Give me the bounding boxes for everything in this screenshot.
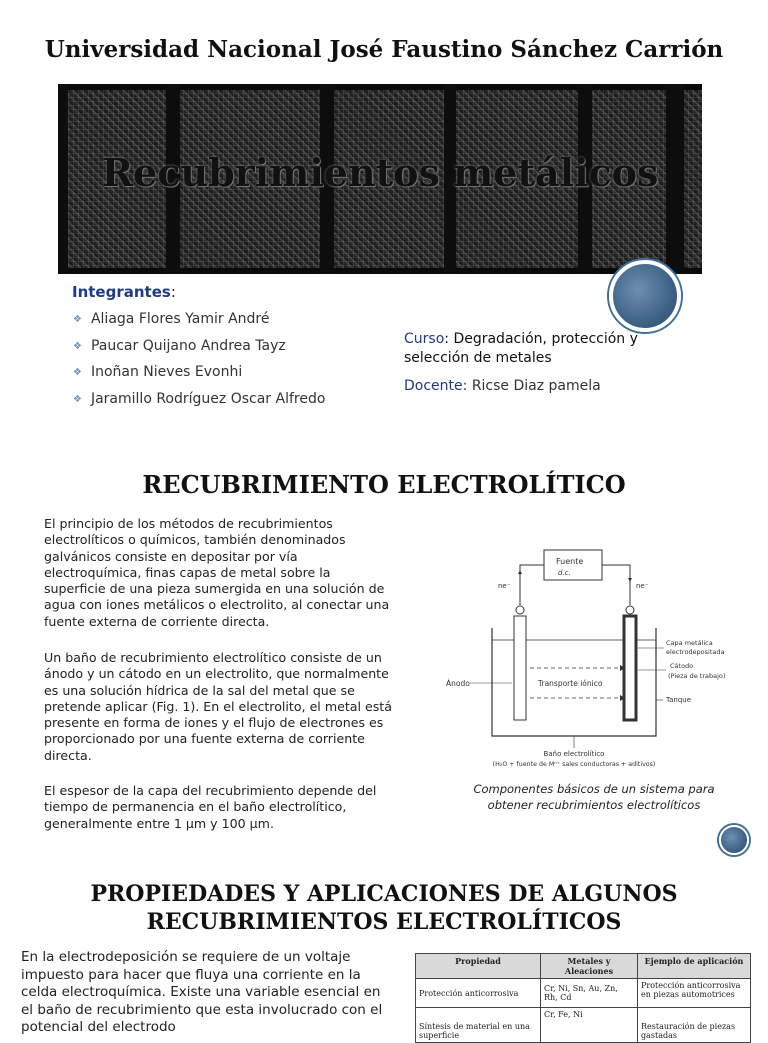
- table-row: [416, 1008, 751, 1043]
- electron-arrow-right: [628, 578, 632, 582]
- cathode-terminal: [626, 606, 634, 614]
- member-item: [73, 311, 269, 327]
- electron-label-right: ne⁻: [636, 582, 649, 590]
- bath-label-1: Baño electrolítico: [543, 750, 605, 758]
- paragraph-principle: El principio de los métodos de recubrimientos electrolíticos o químicos, también denominados galvánicos consiste en depositar por vía electroquímica, finas capas de metal sobre la superficie de una pieza sumergida en una solución de agua con iones metálicos o electrolito, al conectar una fuente externa de corriente directa.: [44, 516, 390, 629]
- member-name: Jaramillo Rodríguez Oscar Alfredo: [90, 391, 326, 407]
- member-name: Aliaga Flores Yamir André: [90, 311, 270, 327]
- bath-label-2: (H₂O + fuente de Mⁿ⁺ sales conductoras + aditivos): [492, 761, 656, 768]
- paragraph-thickness: El espesor de la capa del recubrimiento depende del tiempo de permanencia en el baño electrolítico, generalmente entre 1 µm y 100 µm.: [44, 783, 377, 831]
- table-cell: Síntesis de material en una superficie: [416, 1008, 541, 1043]
- table-header: Propiedad: [416, 954, 541, 979]
- table-cell: Restauración de piezas gastadas: [638, 1008, 751, 1043]
- layer-label-1: Capa metálica: [666, 639, 713, 647]
- page-title: Recubrimientos metálicos: [101, 150, 659, 195]
- university-name: Universidad Nacional José Faustino Sánchez Carrión: [44, 36, 724, 63]
- paragraph-bath: Un baño de recubrimiento electrolítico consiste de un ánodo y un cátodo en un electrolito, que normalmente es una solución hídrica de la sal del metal que se pretende aplicar (Fig. 1). En el electrolito, el metal está presente en forma de iones y el flujo de electrones es proporcionado por una fuente externa de corriente directa.: [44, 650, 392, 763]
- electroplating-diagram: [440, 540, 744, 780]
- bullet-icon: ❖: [73, 314, 82, 325]
- teacher-info: Docente: Ricse Diaz pamela: [404, 378, 601, 394]
- bullet-icon: ❖: [73, 367, 82, 378]
- tank-label: Tanque: [666, 696, 692, 704]
- table-header: Metales y Aleaciones: [541, 954, 638, 979]
- electron-label-left: ne⁻: [498, 582, 511, 590]
- table-cell: Cr, Ni, Sn, Au, Zn, Rh, Cd: [541, 979, 638, 1008]
- heading-line-2: RECUBRIMIENTOS ELECTROLÍTICOS: [146, 909, 622, 935]
- table-row: [416, 979, 751, 1008]
- members-label-text: Integrantes: [72, 283, 171, 301]
- section-heading-electrolytic: RECUBRIMIENTO ELECTROLÍTICO: [142, 470, 626, 499]
- layer-label-2: electrodepositada: [666, 648, 725, 656]
- bullet-icon: ❖: [73, 341, 82, 352]
- electron-arrow-left: [518, 570, 522, 574]
- course-value: Degradación, protección y selección de metales: [404, 331, 638, 366]
- anode-terminal: [516, 606, 524, 614]
- cathode-electrode: [624, 616, 636, 720]
- dc-source-sub: d.c.: [558, 569, 571, 577]
- teacher-value: Ricse Diaz pamela: [471, 378, 601, 394]
- bullet-icon: ❖: [73, 394, 82, 405]
- members-label-colon: :: [170, 283, 176, 301]
- anode-label: Ánodo: [446, 679, 470, 688]
- cathode-label-1: Cátodo: [670, 662, 694, 670]
- figure-caption: Componentes básicos de un sistema para obtener recubrimientos electrolíticos: [473, 782, 715, 812]
- member-name: Inoñan Nieves Evonhi: [90, 364, 243, 380]
- member-item: [73, 364, 242, 380]
- dc-source-label: Fuente: [556, 557, 584, 566]
- decorative-circle-small: [719, 825, 749, 855]
- table-cell: Cr, Fe, Ni: [541, 1008, 638, 1043]
- table-cell: Protección anticorrosiva en piezas automotrices: [638, 979, 751, 1008]
- decorative-circle: [609, 260, 681, 332]
- course-info: Curso: Degradación, protección y selección de metales: [404, 331, 638, 366]
- teacher-label: Docente: [404, 378, 463, 394]
- transport-label: Transporte iónico: [538, 679, 603, 688]
- properties-table: [415, 953, 751, 1043]
- heading-line-1: PROPIEDADES Y APLICACIONES DE ALGUNOS: [90, 881, 678, 907]
- members-label: [72, 283, 176, 301]
- course-label: Curso: [404, 331, 445, 347]
- wire-right: [602, 565, 630, 605]
- table-header: Ejemplo de aplicación: [638, 954, 751, 979]
- member-name: Paucar Quijano Andrea Tayz: [90, 338, 286, 354]
- anode-electrode: [514, 616, 526, 720]
- section-heading-properties: [0, 880, 768, 936]
- table-header-row: [416, 954, 751, 979]
- member-item: [73, 391, 325, 407]
- wire-left: [520, 565, 544, 605]
- cathode-label-2: (Pieza de trabajo): [668, 672, 726, 680]
- table-cell: Protección anticorrosiva: [416, 979, 541, 1008]
- member-item: [73, 338, 286, 354]
- paragraph-voltage: En la electrodeposición se requiere de un voltaje impuesto para hacer que fluya una corriente en la celda electroquímica. Existe una variable esencial en el baño de recubrimiento que esta involucrado con el potencial del electrodo: [21, 949, 383, 1035]
